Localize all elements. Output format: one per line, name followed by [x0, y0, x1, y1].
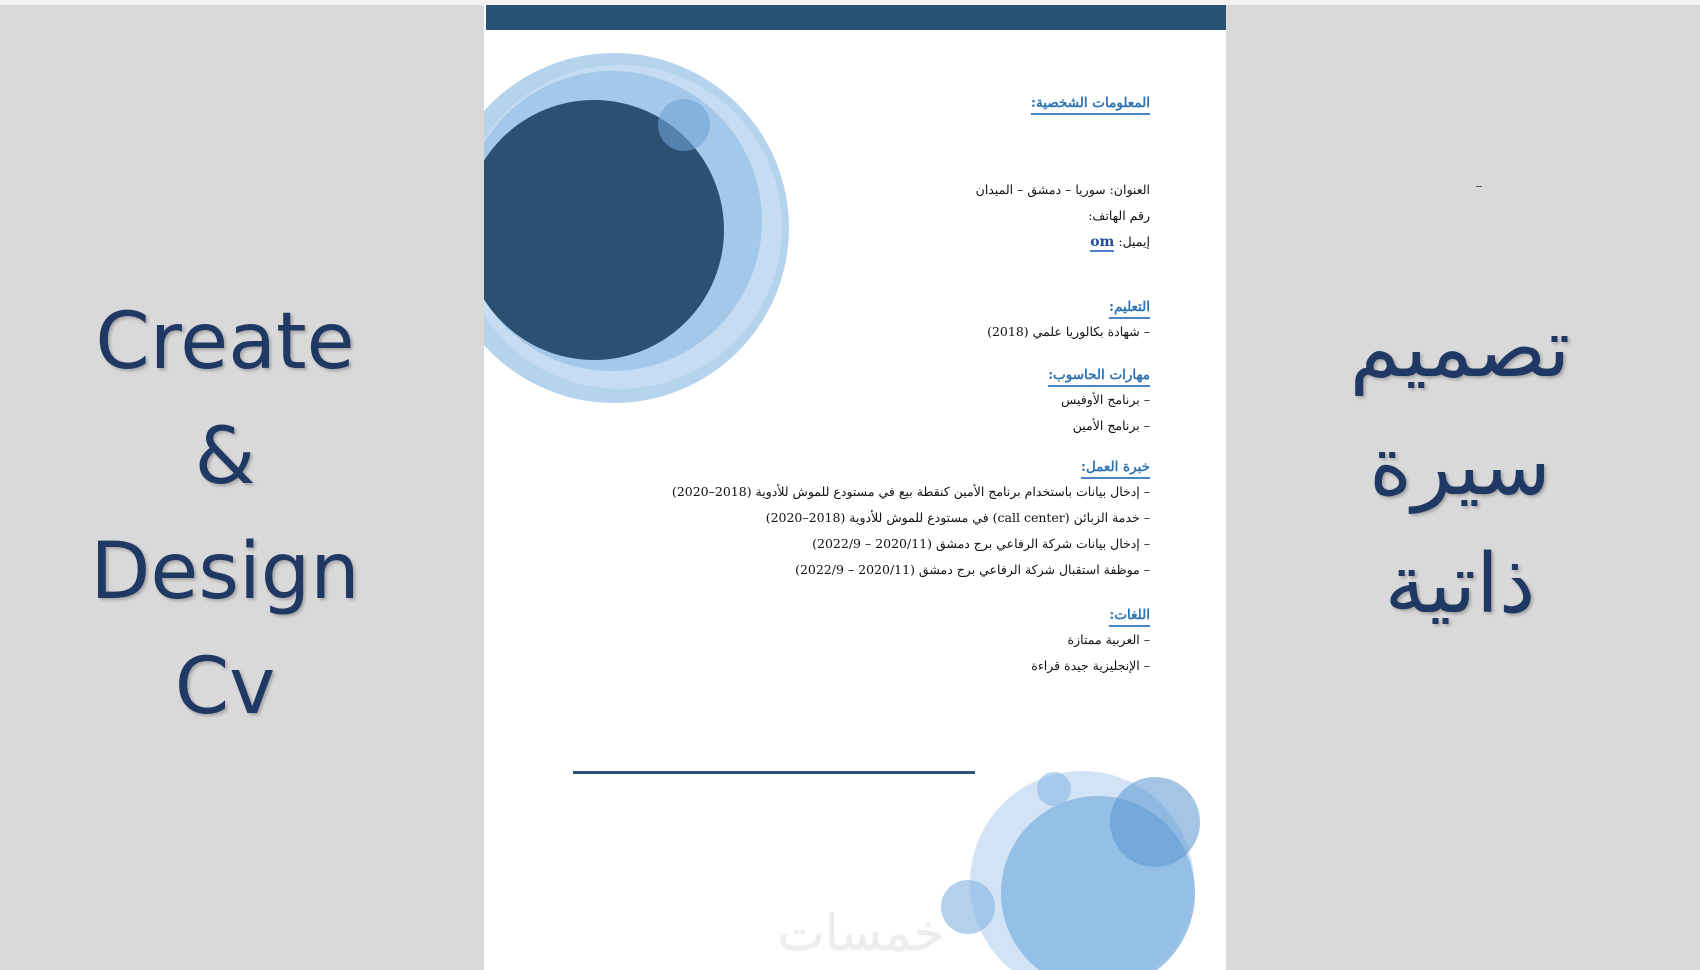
banner-line-cv: Cv: [174, 642, 276, 732]
languages-title: اللغات:: [1109, 607, 1150, 627]
section-computer-skills: [590, 367, 1150, 439]
stray-mark: [1476, 186, 1482, 187]
section-work: [590, 459, 1150, 583]
english-banner: [60, 285, 390, 745]
skill-item: – برنامج الأوفيس: [1061, 392, 1150, 407]
arabic-banner: [1310, 290, 1610, 644]
personal-info-title: المعلومات الشخصية:: [1031, 95, 1150, 115]
address-line: العنوان: سوريا – دمشق – الميدان: [975, 182, 1150, 197]
language-item: – العربية ممتازة: [1067, 632, 1150, 647]
section-personal: [590, 95, 1150, 255]
skill-item: – برنامج الأمين: [1072, 418, 1150, 433]
banner-line-design-ar: تصميم: [1349, 301, 1571, 396]
phone-label: رقم الهاتف:: [1088, 208, 1150, 223]
cv-content: [590, 95, 1150, 679]
email-line: [590, 229, 1150, 255]
upper-accent-circle: [1110, 777, 1200, 867]
work-item: – إدخال بيانات شركة الرفاعي برج دمشق (2020/11 – 2022/9): [812, 536, 1150, 551]
education-title: التعليم:: [1109, 299, 1150, 319]
email-value: om: [1090, 234, 1115, 250]
language-item: – الإنجليزية جيدة قراءة: [1031, 658, 1150, 673]
computer-skills-title: مهارات الحاسوب:: [1048, 367, 1150, 387]
work-item: – موظفة استقبال شركة الرفاعي برج دمشق (2020/11 – 2022/9): [795, 562, 1150, 577]
tiny-accent-circle: [1037, 772, 1071, 806]
footer-divider: [573, 771, 975, 774]
cv-page: [484, 5, 1226, 970]
khamsat-watermark: خمسات: [777, 904, 945, 962]
education-item: – شهادة بكالوريا علمي (2018): [987, 324, 1150, 339]
section-languages: [590, 607, 1150, 679]
work-experience-title: خبرة العمل:: [1081, 459, 1150, 479]
banner-line-self-ar: ذاتية: [1384, 537, 1536, 632]
banner-line-design: Design: [90, 527, 360, 617]
work-item: – خدمة الزبائن (call center) في مستودع للموش للأدوية (2018–2020): [765, 510, 1150, 525]
banner-line-ampersand: &: [194, 412, 256, 502]
bottom-right-circle-group: [941, 771, 1200, 970]
banner-line-biography-ar: سيرة: [1369, 419, 1551, 514]
section-education: [590, 299, 1150, 345]
phone-line: [590, 203, 1150, 229]
work-item: – إدخال بيانات باستخدام برنامج الأمين كنقطة بيع في مستودع للموش للأدوية (2018–2020): [671, 484, 1150, 499]
email-label: إيميل:: [1118, 234, 1150, 249]
banner-line-create: Create: [95, 297, 355, 387]
